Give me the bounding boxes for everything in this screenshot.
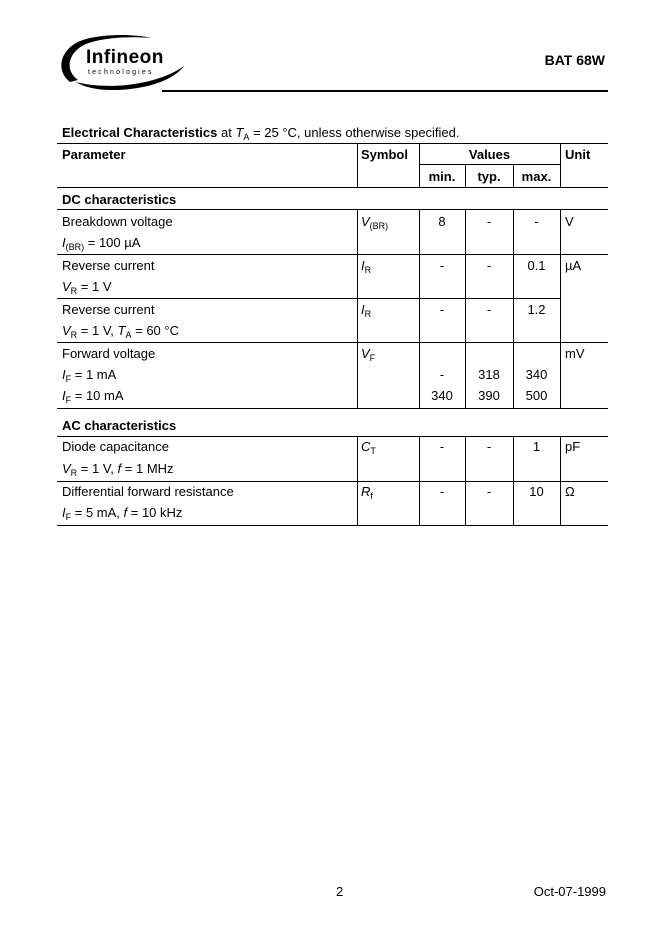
table-rule <box>57 143 608 144</box>
header-parameter: Parameter <box>62 147 126 162</box>
param-symbol: $V_F$ <box>361 346 376 363</box>
infineon-logo <box>56 30 186 92</box>
header-unit: Unit <box>565 147 591 162</box>
header-values: Values <box>468 147 511 162</box>
param-condition: $V_R = 1$ V <box>62 279 112 296</box>
section-ac: AC characteristics <box>62 418 177 433</box>
value-min: - <box>439 302 445 317</box>
caption-title: Electrical Characteristics <box>62 125 218 140</box>
table-rule <box>57 481 608 482</box>
param-symbol: $R_f$ <box>361 484 373 501</box>
table-rule <box>560 209 561 408</box>
table-rule <box>419 164 560 165</box>
value-min: - <box>439 439 445 454</box>
param-unit: pF <box>565 439 581 454</box>
caption-condition: = 25 °C, unless otherwise specified. <box>253 125 460 140</box>
svg-text:Infineon: Infineon <box>86 47 164 68</box>
table-rule <box>560 143 561 187</box>
svg-text:technologies: technologies <box>88 69 154 76</box>
table-caption <box>62 125 460 140</box>
table-rule <box>357 143 358 187</box>
table-rule <box>57 298 560 299</box>
param-name: Reverse current <box>62 302 155 317</box>
param-condition: $I_F = 10$ mA <box>62 388 124 405</box>
header-min: min. <box>428 169 456 184</box>
table-rule <box>57 254 608 255</box>
table-rule <box>357 209 358 408</box>
value-typ: - <box>486 214 492 229</box>
table-rule <box>560 436 561 525</box>
param-name: Diode capacitance <box>62 439 169 454</box>
param-symbol: $I_R$ <box>361 302 372 319</box>
param-condition: $I_F = 1$ mA <box>62 367 117 384</box>
table-rule <box>57 342 608 343</box>
param-name: Forward voltage <box>62 346 156 361</box>
value-max: - <box>534 214 539 229</box>
value-max: 340 <box>525 367 548 382</box>
value-max: 500 <box>525 388 548 403</box>
param-symbol: $I_R$ <box>361 258 372 275</box>
table-rule <box>57 187 608 188</box>
caption-at: at <box>221 125 232 140</box>
param-name: Differential forward resistance <box>62 484 234 499</box>
header-rule <box>162 90 608 92</box>
value-typ: 318 <box>478 367 500 382</box>
value-min: - <box>439 258 445 273</box>
value-min: 340 <box>431 388 453 403</box>
param-condition: $I_F = 5$ mA, f = 10 kHz <box>62 505 183 522</box>
value-typ: - <box>486 484 492 499</box>
param-name: Reverse current <box>62 258 155 273</box>
value-typ: 390 <box>478 388 500 403</box>
param-unit: µA <box>565 258 582 273</box>
header-symbol: Symbol <box>361 147 408 162</box>
param-symbol: $C_T$ <box>361 439 376 456</box>
param-condition: $I_{(BR)} = 100$ µA <box>62 235 141 252</box>
document-date: Oct-07-1999 <box>533 884 606 899</box>
value-typ: - <box>486 258 492 273</box>
table-rule <box>57 436 608 437</box>
caption-temp-symbol: T <box>235 125 244 140</box>
value-max: 1 <box>532 439 541 454</box>
value-min: - <box>439 367 445 382</box>
param-name: Breakdown voltage <box>62 214 173 229</box>
value-max: 10 <box>529 484 544 499</box>
table-rule <box>57 408 608 409</box>
value-min: 8 <box>438 214 446 229</box>
param-unit: mV <box>565 346 585 361</box>
value-max: 0.1 <box>527 258 546 273</box>
value-min: - <box>439 484 445 499</box>
part-number: BAT 68W <box>544 52 605 68</box>
value-typ: - <box>486 439 492 454</box>
value-typ: - <box>486 302 492 317</box>
header-typ: typ. <box>477 169 501 184</box>
param-unit: Ω <box>565 484 575 499</box>
table-rule <box>57 525 608 526</box>
value-max: 1.2 <box>527 302 546 317</box>
caption-temp-sub: A <box>243 132 250 142</box>
param-unit: V <box>565 214 574 229</box>
page-number: 2 <box>336 884 344 899</box>
param-condition: $V_R = 1$ V, f = 1 MHz <box>62 461 174 478</box>
section-dc: DC characteristics <box>62 192 177 207</box>
param-symbol: $V_{(BR)}$ <box>361 214 389 231</box>
header-max: max. <box>521 169 552 184</box>
table-rule <box>57 209 608 210</box>
table-rule <box>357 436 358 525</box>
param-condition: $V_R = 1$ V, $T_A = 60$ °C <box>62 323 179 340</box>
